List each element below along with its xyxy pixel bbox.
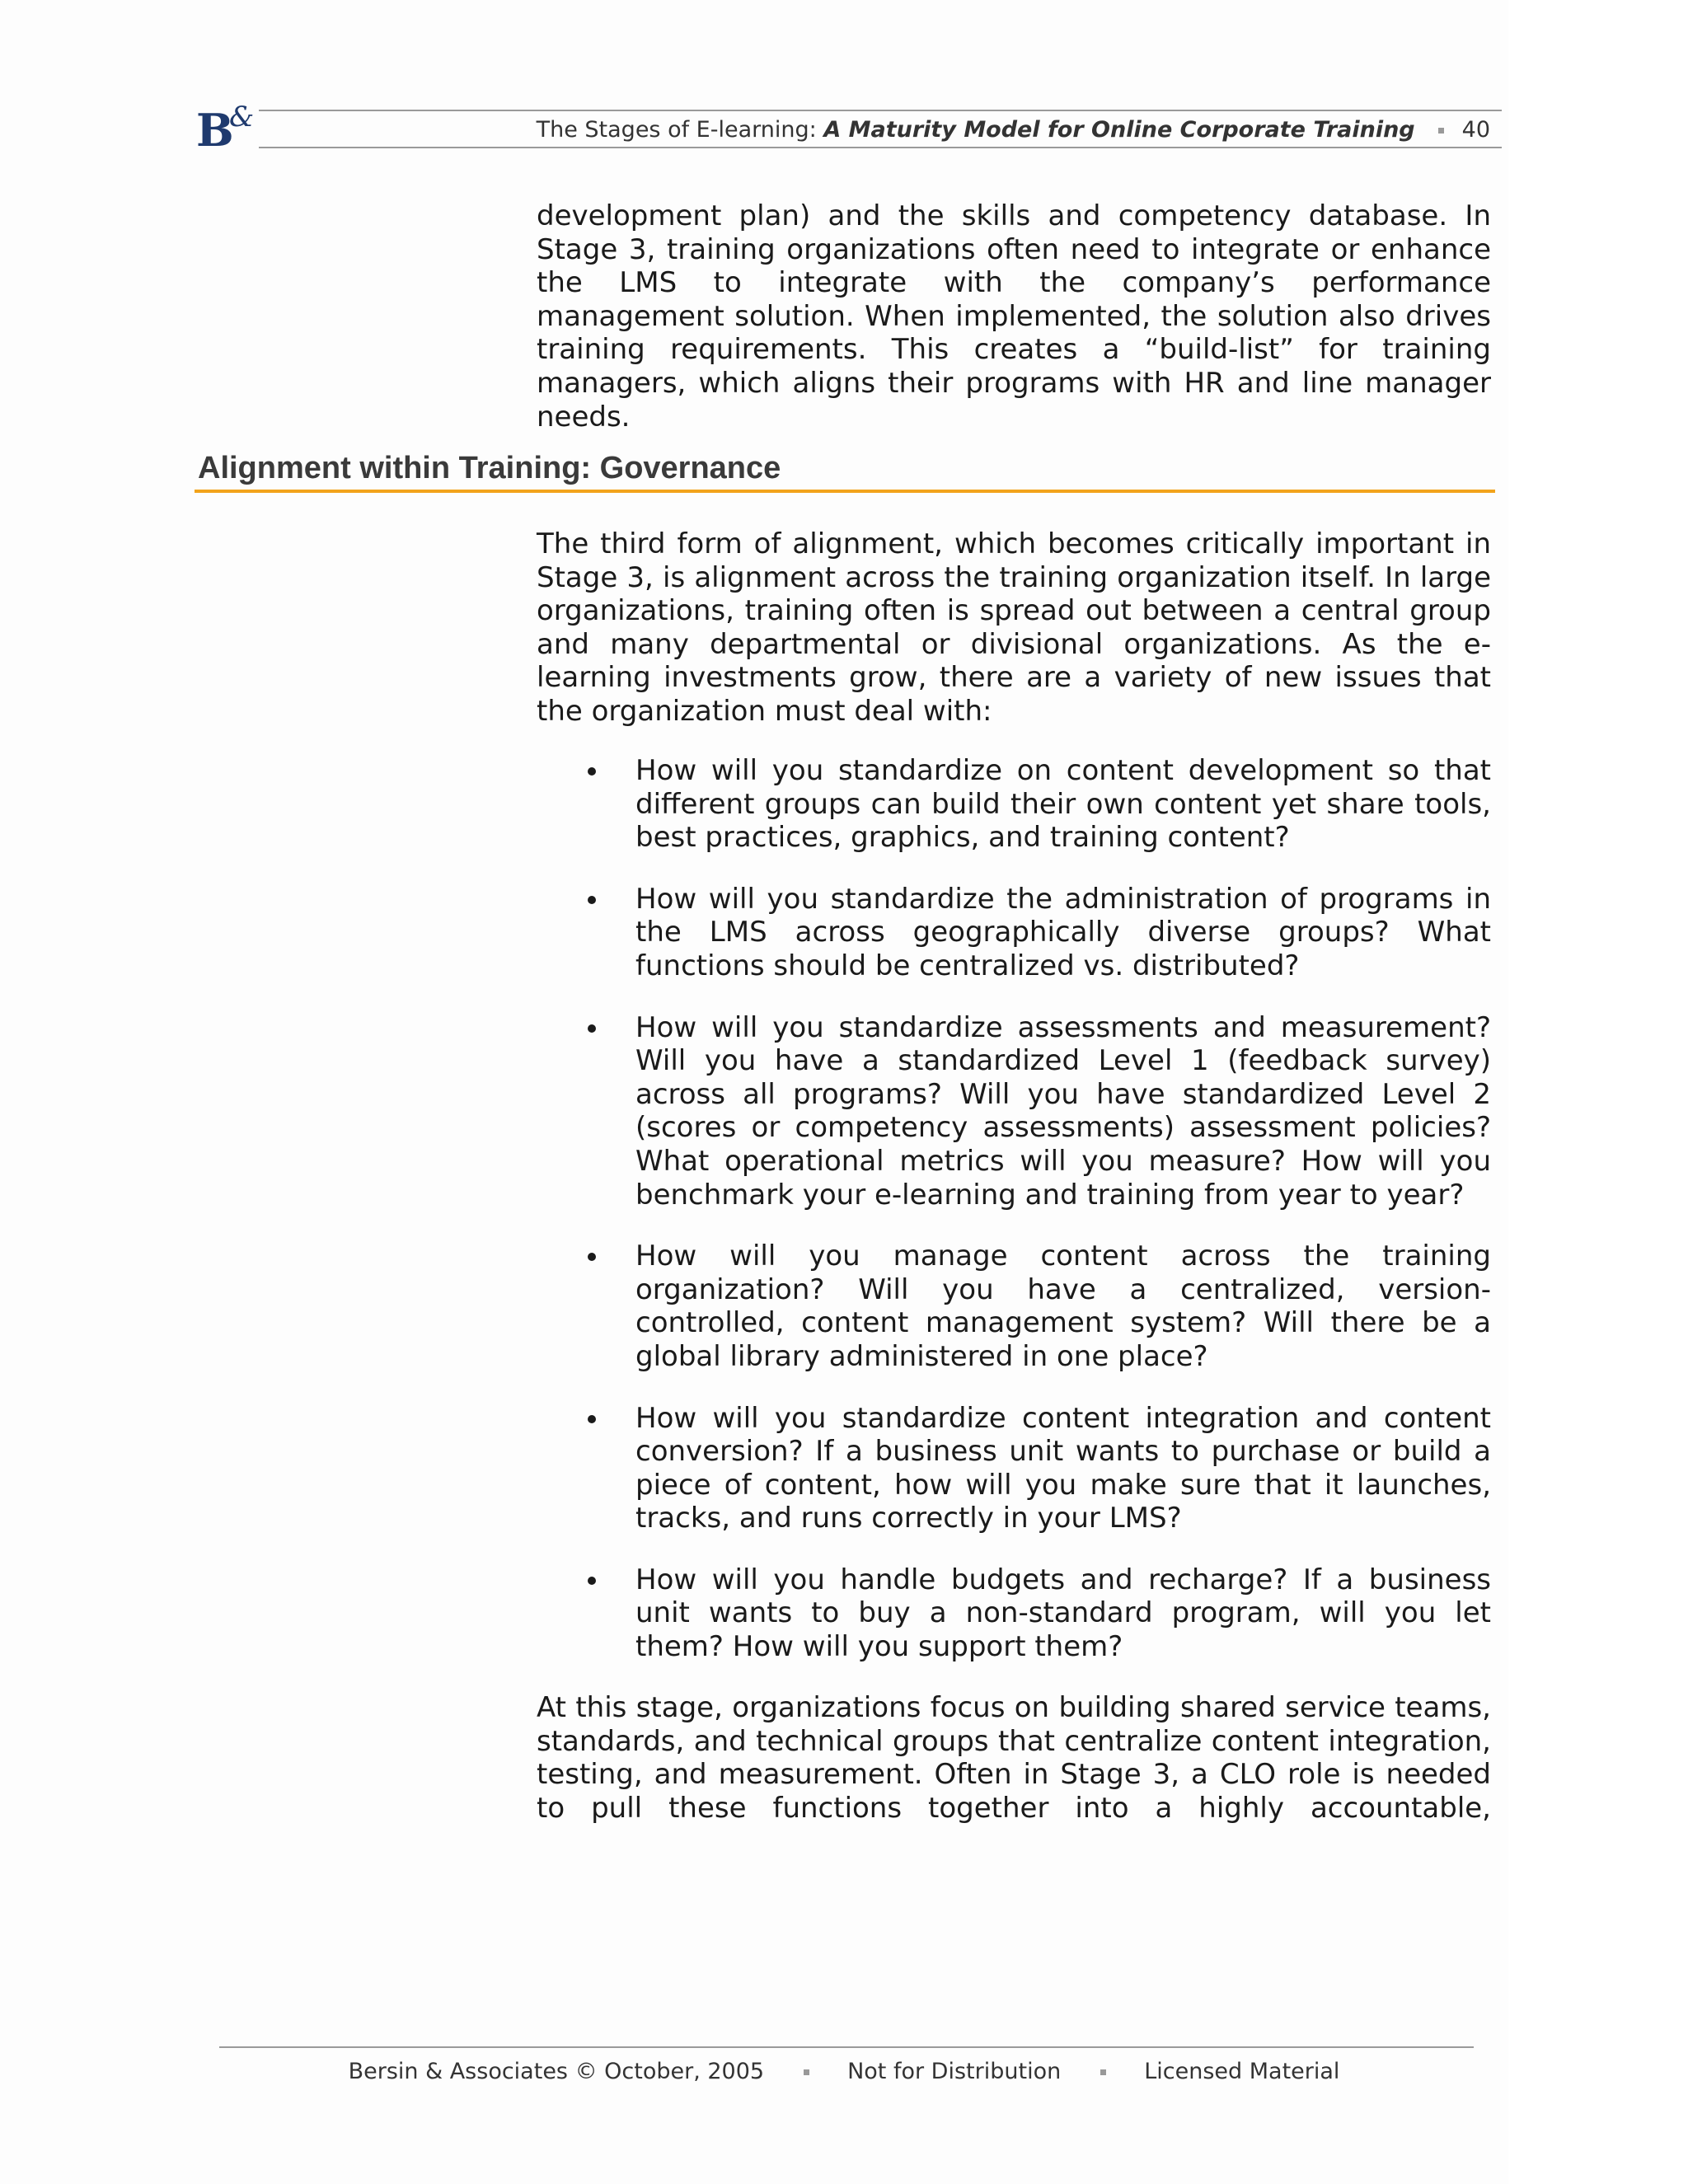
header-subtitle: A Maturity Model for Online Corporate Training [823, 117, 1415, 143]
footer-separator-icon [804, 2069, 809, 2075]
list-item-text: How will you standardize on content development so that different groups can build their own content yet share tools, best practices, graphics, and training content? [635, 754, 1491, 855]
footer-license: Licensed Material [1144, 2059, 1340, 2084]
header-title: The Stages of E-learning: [536, 117, 824, 143]
continued-paragraph [537, 199, 1491, 434]
bullet-icon [588, 1577, 596, 1585]
list-item [537, 1011, 1491, 1212]
running-header [537, 115, 1490, 146]
list-item-text: How will you manage content across the training organization? Will you have a centralized, version-controlled, content management system? Will there be a global library administered in one place? [635, 1240, 1491, 1373]
footer-distribution: Not for Distribution [847, 2059, 1062, 2084]
footer-rule [219, 2046, 1474, 2048]
paragraph-text: At this stage, organizations focus on building shared service teams, standards, and technical groups that centralize content integration, testing, and measurement. Often in Stage 3, a CLO role is needed to pull these functions together into a highly accountable, [537, 1691, 1491, 1825]
list-item [537, 754, 1491, 855]
page-number: 40 [1461, 117, 1490, 143]
list-item-text: How will you handle budgets and recharge? If a business unit wants to buy a non-standard program, will you let them? How will you support them? [635, 1563, 1491, 1664]
paragraph-text: The third form of alignment, which becomes critically important in Stage 3, is alignment across the training organization itself. In large organizations, training often is spread out between a central group and many departmental or divisional organizations. As the e-learning investments grow, there are a variety of new issues that the organization must deal with: [537, 527, 1491, 728]
list-item [537, 1240, 1491, 1373]
intro-paragraph [537, 527, 1491, 729]
section-heading: Alignment within Training: Governance [198, 451, 781, 485]
closing-paragraph [537, 1691, 1491, 1825]
bullet-icon [588, 1415, 596, 1423]
question-list [537, 754, 1491, 1692]
bullet-icon [588, 1253, 596, 1261]
bersin-logo: B & [196, 101, 255, 157]
list-item [537, 1563, 1491, 1664]
list-item-text: How will you standardize assessments and measurement? Will you have a standardized Level 1 (feedback survey) across all programs? Will you have standardized Level 2 (scores or competency assessments) assessment policies? What operational metrics will you measure? How will you benchmark your e-learning and training from year to year? [635, 1010, 1491, 1212]
page-footer [0, 2055, 1688, 2088]
list-item-text: How will you standardize the administration of programs in the LMS across geographically diverse groups? What functions should be centralized vs. distributed? [635, 882, 1491, 982]
list-item [537, 1402, 1491, 1535]
footer-copyright: Bersin & Associates © October, 2005 [348, 2059, 765, 2084]
bullet-icon [588, 896, 596, 904]
list-item [537, 883, 1491, 983]
bullet-icon [588, 1024, 596, 1033]
header-separator-icon [1438, 128, 1444, 134]
paragraph-text: development plan) and the skills and competency database. In Stage 3, training organizations often need to integrate or enhance the LMS to integrate with the company’s performance management solution. When implemented, the solution also drives training requirements. This creates a “build-list” for training managers, which aligns their programs with HR and line manager needs. [537, 199, 1491, 434]
header-rule-bottom [259, 147, 1502, 148]
header-rule-top [259, 110, 1502, 111]
heading-underline [195, 490, 1495, 493]
footer-separator-icon [1100, 2069, 1106, 2075]
list-item-text: How will you standardize content integration and content conversion? If a business unit wants to purchase or build a piece of content, how will you make sure that it launches, tracks, and runs correctly in your LMS? [635, 1401, 1491, 1535]
bullet-icon [588, 767, 596, 776]
